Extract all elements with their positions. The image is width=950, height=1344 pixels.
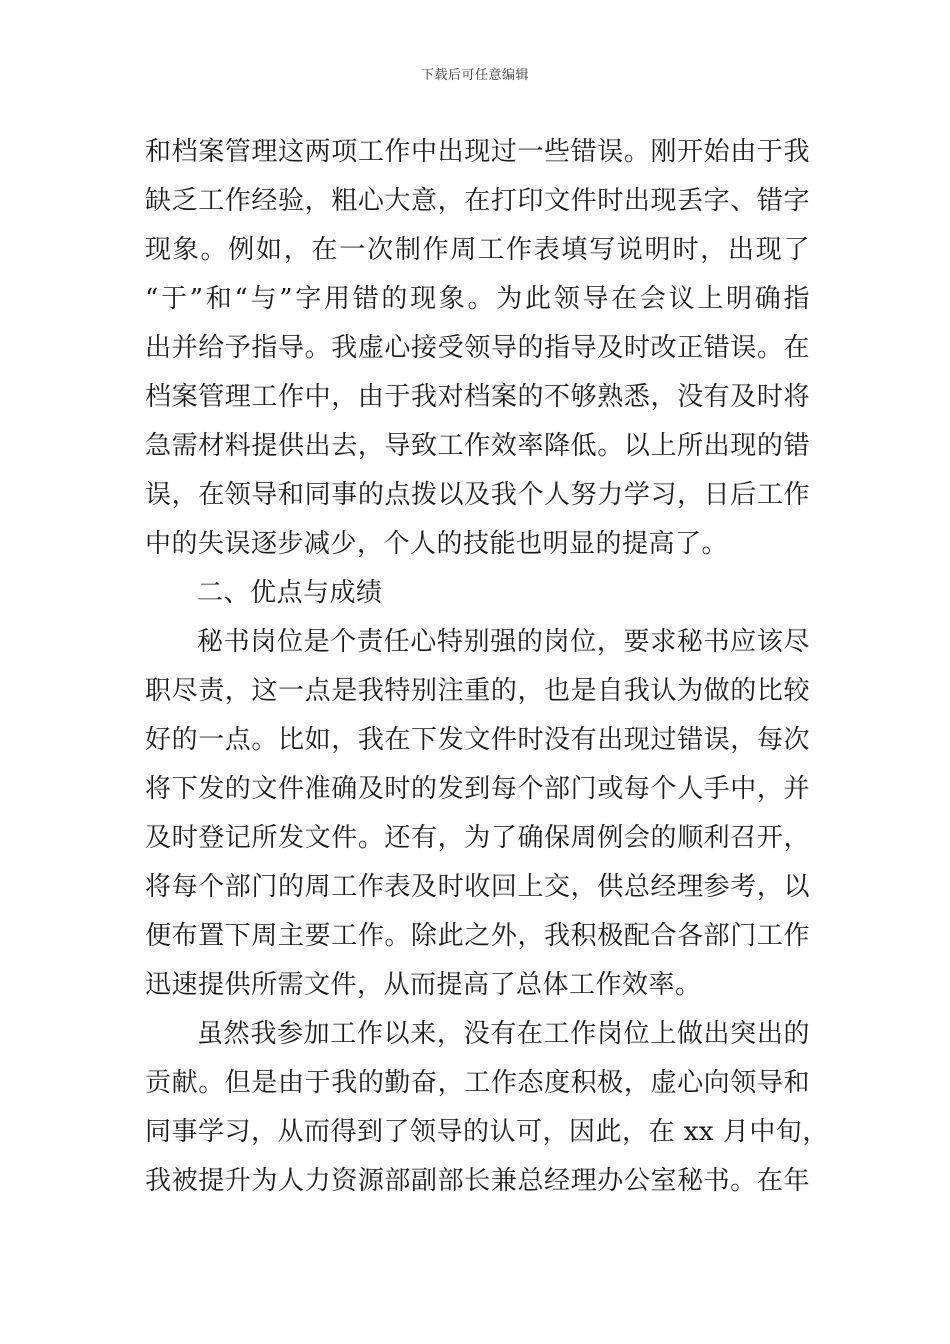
text-line: 和档案管理这两项工作中出现过一些错误。刚开始由于我 [145,137,810,167]
text-line: 职尽责，这一点是我特别注重的，也是自我认为做的比较 [145,676,810,706]
text-line: 迅速提供所需文件，从而提高了总体工作效率。 [145,970,702,1000]
text-line: 将下发的文件准确及时的发到每个部门或每个人手中，并 [145,774,810,804]
text-line: 出并给予指导。我虚心接受领导的指导及时改正错误。在 [145,333,810,363]
page-header: 下载后可任意编辑 [420,68,529,83]
text-line: 秘书岗位是个责任心特别强的岗位，要求秘书应该尽 [197,627,810,657]
text-line: “于”和“与”字用错的现象。为此领导在会议上明确指 [145,284,810,314]
section-heading [145,569,810,618]
document-body [145,128,829,1206]
text-line: 我被提升为人力资源部副部长兼总经理办公室秘书。在年 [145,1166,810,1196]
text-line: 误，在领导和同事的点拨以及我个人努力学习，日后工作 [145,480,810,510]
text-line: 贡献。但是由于我的勤奋，工作态度积极，虚心向领导和 [145,1068,810,1098]
text-line: 虽然我参加工作以来，没有在工作岗位上做出突出的 [197,1019,810,1049]
text-line: 档案管理工作中，由于我对档案的不够熟悉，没有及时将 [145,382,810,412]
paragraph-errors [145,128,810,569]
text-line: 好的一点。比如，我在下发文件时没有出现过错误，每次 [145,725,810,755]
text-line: 及时登记所发文件。还有，为了确保周例会的顺利召开， [145,823,810,853]
section-heading-text: 二、优点与成绩 [197,578,383,608]
text-line: 中的失误逐步减少，个人的技能也明显的提高了。 [145,529,729,559]
text-line: 现象。例如，在一次制作周工作表填写说明时，出现了 [145,235,810,265]
text-line: 缺乏工作经验，粗心大意，在打印文件时出现丢字、错字 [145,186,810,216]
text-line: 将每个部门的周工作表及时收回上交，供总经理参考，以 [145,872,810,902]
text-line: 急需材料提供出去，导致工作效率降低。以上所出现的错 [145,431,810,461]
text-line: 便布置下周主要工作。除此之外，我积极配合各部门工作 [145,921,810,951]
text-line: 同事学习，从而得到了领导的认可，因此，在 xx 月中旬， [145,1117,829,1147]
paragraph-strengths [145,618,810,1010]
paragraph-promotion [145,1010,829,1206]
